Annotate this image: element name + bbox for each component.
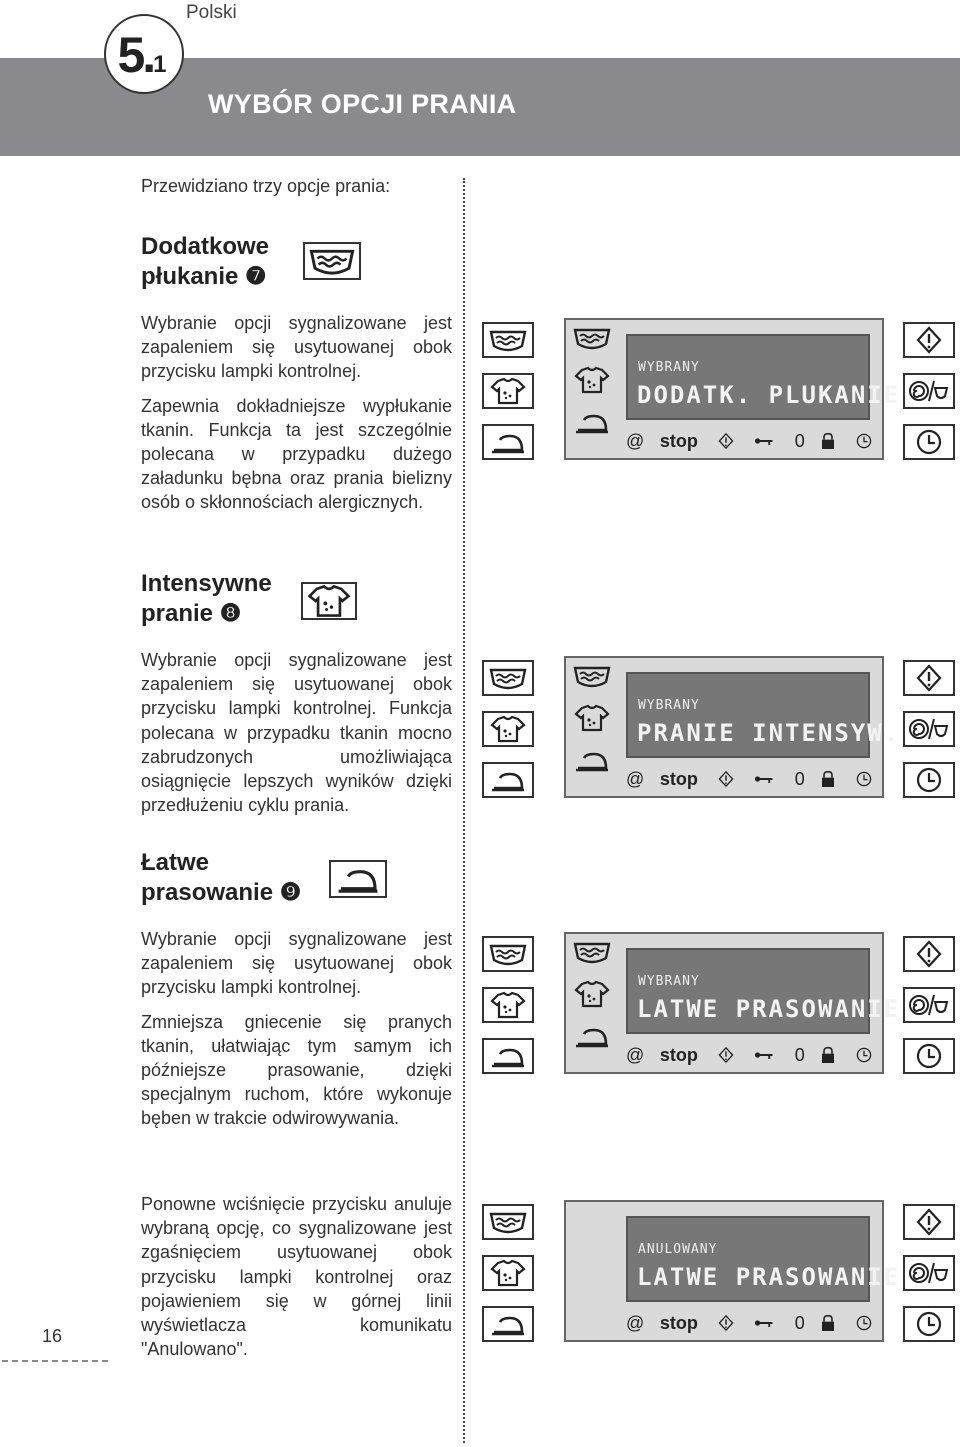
zero-label: 0 bbox=[794, 1044, 805, 1065]
spin-rinse-icon bbox=[909, 1259, 949, 1287]
section-text-cancel: Ponowne wciśnięcie przycisku anuluje wybraną opcję, co sygnalizowane jest zgaśnięciem usytuowanej obok przycisku lampki kontrolnej oraz pojawieniem się w górnej linii wyświetlacza komunikatu "Anulowano". bbox=[141, 1194, 452, 1360]
spin-rinse-icon bbox=[909, 991, 949, 1019]
at-symbol: @ bbox=[626, 1044, 645, 1065]
column-divider bbox=[463, 178, 465, 1443]
zero-label: 0 bbox=[794, 768, 805, 789]
easy-iron-icon bbox=[488, 1042, 528, 1070]
start-icon bbox=[714, 1044, 738, 1066]
zero-label: 0 bbox=[794, 1312, 805, 1333]
at-symbol: @ bbox=[626, 430, 645, 451]
easy-iron-icon bbox=[572, 1022, 612, 1050]
spin-rinse-icon bbox=[909, 715, 949, 743]
display-side-icons bbox=[572, 324, 622, 450]
lock-icon bbox=[820, 769, 836, 789]
lcd-screen bbox=[626, 948, 901, 1034]
easy-iron-icon bbox=[488, 428, 528, 456]
status-row bbox=[626, 766, 876, 792]
display-panel bbox=[564, 656, 901, 798]
language-label: Polski bbox=[186, 2, 237, 23]
left-buttons bbox=[482, 660, 536, 813]
lcd-top-line: ANULOWANY bbox=[638, 1242, 718, 1257]
easy-iron-icon bbox=[572, 746, 612, 774]
timer-icon bbox=[909, 428, 949, 456]
display-side-icons bbox=[572, 938, 622, 1064]
start-icon bbox=[714, 768, 738, 790]
spin-rinse-button[interactable] bbox=[903, 711, 955, 747]
lcd-screen bbox=[626, 672, 901, 758]
chapter-number: 5. bbox=[117, 27, 154, 83]
extra-rinse-icon bbox=[572, 938, 612, 966]
section-text-intensive-wash: Wybranie opcji sygnalizowane jest zapaleniem się usytuowanej obok przycisku lampki kontrolnej. Funkcja polecana w przypadku tkanin mocno zabrudzonych umożliwiająca osiągnięcie lepszych wyników dzięki przedłużeniu cyklu prania. bbox=[141, 650, 452, 816]
timer-button[interactable] bbox=[903, 762, 955, 798]
timer-icon bbox=[852, 769, 876, 789]
extra-rinse-button[interactable] bbox=[482, 936, 534, 972]
intensive-wash-button[interactable] bbox=[482, 711, 534, 747]
intensive-wash-icon bbox=[488, 715, 528, 743]
intensive-wash-button[interactable] bbox=[482, 373, 534, 409]
lcd-main-line: LATWE PRASOWANIE bbox=[637, 995, 901, 1023]
display-panel bbox=[564, 932, 901, 1074]
extra-rinse-icon bbox=[488, 1208, 528, 1236]
easy-iron-icon bbox=[329, 860, 387, 898]
chapter-sub-number: 1 bbox=[153, 51, 167, 78]
intensive-wash-icon bbox=[488, 1259, 528, 1287]
stop-label: stop bbox=[659, 1044, 698, 1065]
stop-label: stop bbox=[659, 768, 698, 789]
lcd-screen bbox=[626, 334, 901, 420]
extra-rinse-button[interactable] bbox=[482, 1204, 534, 1240]
section-text-easy-iron: Wybranie opcji sygnalizowane jest zapaleniem się usytuowanej obok przycisku lampki kontrolnej. Zmniejsza gniecenie się pranych tkanin, ułatwiając tym samym ich późniejsze prasowanie, dzięki specjalnym ruchom, które wykonuje bęben w trakcie odwirowywania. bbox=[141, 929, 452, 1129]
lock-icon bbox=[820, 1045, 836, 1065]
start-button[interactable] bbox=[903, 660, 955, 696]
extra-rinse-icon bbox=[572, 324, 612, 352]
intensive-wash-icon bbox=[488, 377, 528, 405]
right-buttons bbox=[903, 322, 957, 475]
stop-label: stop bbox=[659, 430, 698, 451]
start-button[interactable] bbox=[903, 322, 955, 358]
start-icon bbox=[909, 664, 949, 692]
key-icon bbox=[753, 1313, 779, 1333]
key-icon bbox=[753, 769, 779, 789]
lcd-main-line: DODATK. PLUKANIE bbox=[637, 381, 901, 409]
right-buttons bbox=[903, 660, 957, 813]
extra-rinse-icon bbox=[488, 940, 528, 968]
display-side-icons bbox=[572, 662, 622, 788]
extra-rinse-icon bbox=[488, 664, 528, 692]
intensive-wash-button[interactable] bbox=[482, 987, 534, 1023]
start-icon bbox=[714, 1312, 738, 1334]
start-icon bbox=[909, 940, 949, 968]
section-title-intensive-wash: Intensywne pranie ❽ bbox=[141, 570, 272, 627]
lcd-top-line: WYBRANY bbox=[638, 360, 700, 375]
extra-rinse-icon bbox=[572, 662, 612, 690]
intensive-wash-icon bbox=[301, 582, 357, 620]
status-row bbox=[626, 428, 876, 454]
timer-icon bbox=[909, 1042, 949, 1070]
page-number: 16 bbox=[42, 1326, 63, 1346]
timer-icon bbox=[909, 766, 949, 794]
at-symbol: @ bbox=[626, 1312, 645, 1333]
spin-rinse-icon bbox=[909, 377, 949, 405]
timer-button[interactable] bbox=[903, 1306, 955, 1342]
easy-iron-button[interactable] bbox=[482, 1306, 534, 1342]
intensive-wash-icon bbox=[572, 704, 612, 732]
easy-iron-icon bbox=[488, 766, 528, 794]
extra-rinse-button[interactable] bbox=[482, 660, 534, 696]
spin-rinse-button[interactable] bbox=[903, 1255, 955, 1291]
spin-rinse-button[interactable] bbox=[903, 987, 955, 1023]
timer-button[interactable] bbox=[903, 424, 955, 460]
start-icon bbox=[714, 430, 738, 452]
lcd-top-line: WYBRANY bbox=[638, 974, 700, 989]
lcd-screen bbox=[626, 1216, 901, 1302]
zero-label: 0 bbox=[794, 430, 805, 451]
section-text-extra-rinse: Wybranie opcji sygnalizowane jest zapaleniem się usytuowanej obok przycisku lampki kontrolnej. Zapewnia dokładniejsze wypłukanie tkanin. Funkcja ta jest szczególnie polecana w przypadku dużego załadunku bębna oraz prania bielizny osób o skłonnościach alergicznych. bbox=[141, 313, 452, 513]
spin-rinse-button[interactable] bbox=[903, 373, 955, 409]
key-icon bbox=[753, 431, 779, 451]
chapter-badge bbox=[104, 14, 184, 94]
stop-label: stop bbox=[659, 1312, 698, 1333]
lcd-top-line: WYBRANY bbox=[638, 698, 700, 713]
easy-iron-icon bbox=[488, 1310, 528, 1338]
intensive-wash-button[interactable] bbox=[482, 1255, 534, 1291]
lcd-main-line: PRANIE INTENSYW. bbox=[637, 719, 901, 747]
extra-rinse-icon bbox=[303, 242, 361, 280]
page-number-underline bbox=[2, 1360, 108, 1362]
lcd-main-line: LATWE PRASOWANIE bbox=[637, 1263, 901, 1291]
section-title-easy-iron: Łatwe prasowanie ❾ bbox=[141, 849, 302, 906]
right-buttons bbox=[903, 1204, 957, 1357]
timer-icon bbox=[909, 1310, 949, 1338]
timer-button[interactable] bbox=[903, 1038, 955, 1074]
easy-iron-icon bbox=[572, 408, 612, 436]
timer-icon bbox=[852, 431, 876, 451]
status-row bbox=[626, 1310, 876, 1336]
easy-iron-button[interactable] bbox=[482, 1038, 534, 1074]
intensive-wash-icon bbox=[572, 366, 612, 394]
lock-icon bbox=[820, 1313, 836, 1333]
intensive-wash-icon bbox=[488, 991, 528, 1019]
start-icon bbox=[909, 1208, 949, 1236]
timer-icon bbox=[852, 1045, 876, 1065]
page-title: WYBÓR OPCJI PRANIA bbox=[208, 89, 517, 119]
status-row bbox=[626, 1042, 876, 1068]
start-button[interactable] bbox=[903, 936, 955, 972]
start-button[interactable] bbox=[903, 1204, 955, 1240]
left-buttons bbox=[482, 1204, 536, 1357]
lock-icon bbox=[820, 431, 836, 451]
start-icon bbox=[909, 326, 949, 354]
display-panel bbox=[564, 1200, 901, 1342]
intro-text: Przewidziano trzy opcje prania: bbox=[141, 176, 391, 196]
extra-rinse-icon bbox=[488, 326, 528, 354]
section-title-extra-rinse: Dodatkowe płukanie ❼ bbox=[141, 233, 270, 290]
left-buttons bbox=[482, 322, 536, 475]
left-buttons bbox=[482, 936, 536, 1089]
key-icon bbox=[753, 1045, 779, 1065]
display-panel bbox=[564, 318, 901, 460]
right-buttons bbox=[903, 936, 957, 1089]
intensive-wash-icon bbox=[572, 980, 612, 1008]
easy-iron-button[interactable] bbox=[482, 762, 534, 798]
extra-rinse-button[interactable] bbox=[482, 322, 534, 358]
easy-iron-button[interactable] bbox=[482, 424, 534, 460]
timer-icon bbox=[852, 1313, 876, 1333]
at-symbol: @ bbox=[626, 768, 645, 789]
